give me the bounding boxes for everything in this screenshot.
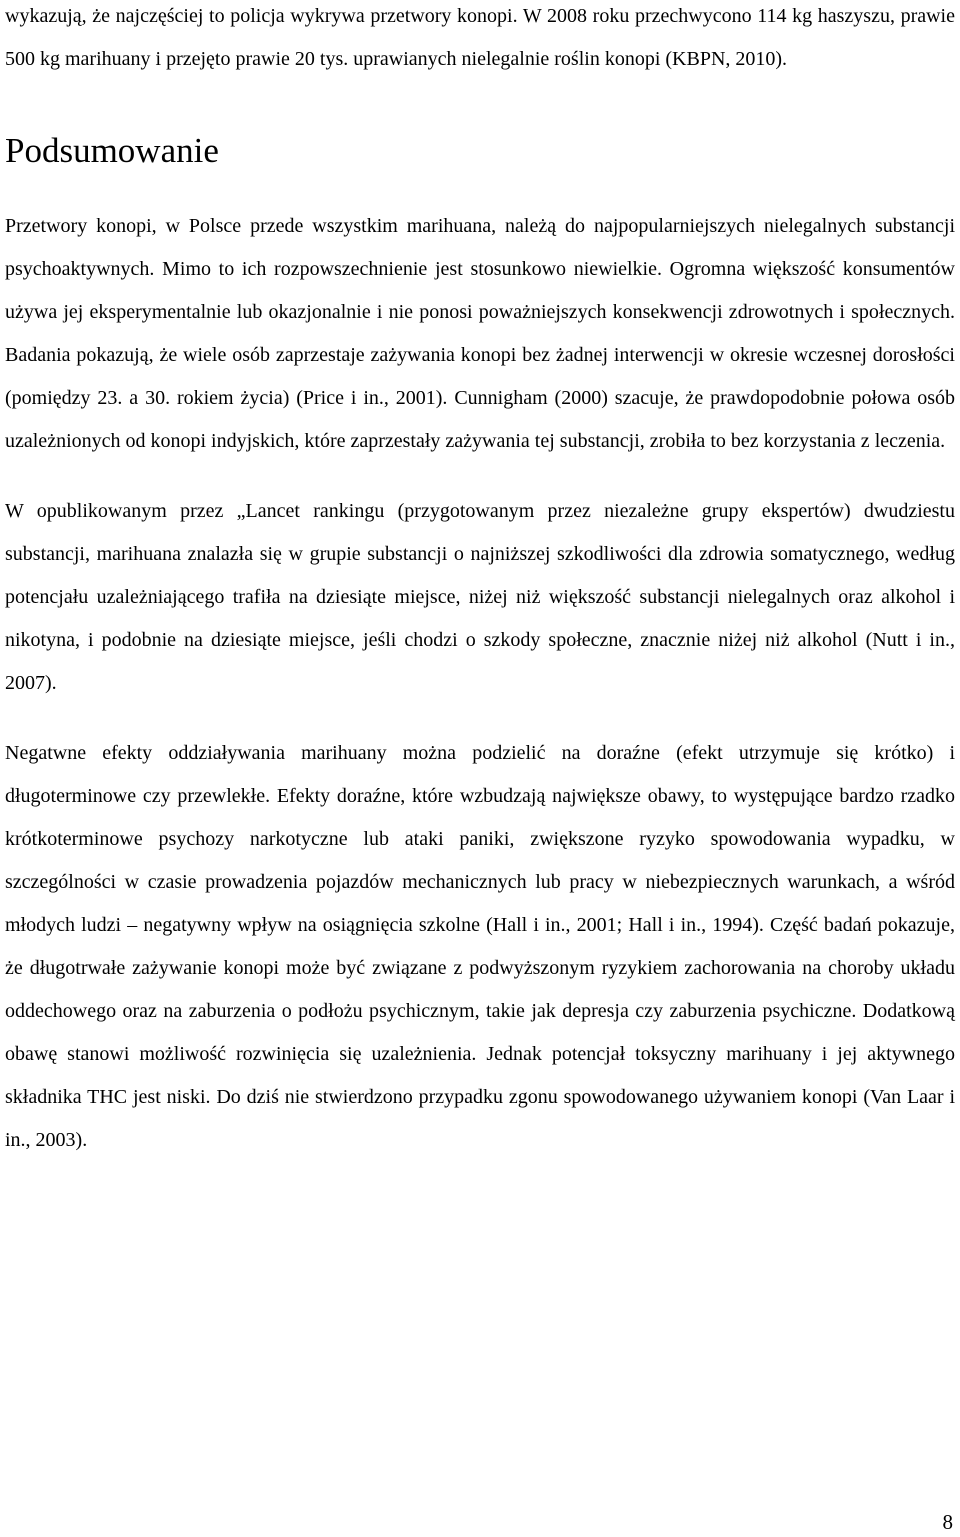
summary-paragraph-1: Przetwory konopi, w Polsce przede wszystkim marihuana, należą do najpopularniejszych nielegalnych substancji psychoaktywnych. Mimo to ich rozpowszechnienie jest stosunkowo niewielkie. Ogromna większość konsumentów używa jej eksperymentalnie lub okazjonalnie i nie ponosi poważniejszych konsekwencji zdrowotnych i społecznych. Badania pokazują, że wiele osób zaprzestaje zażywania konopi bez żadnej interwencji w okresie wczesnej dorosłości (pomiędzy 23. a 30. rokiem życia) (Price i in., 2001). Cunnigham (2000) szacuje, że prawdopodobnie połowa osób uzależnionych od konopi indyjskich, które zaprzestały zażywania tej substancji, zrobiła to bez korzystania z leczenia. <box>5 215 955 452</box>
document-page <box>5 0 955 1162</box>
page-number: 8 <box>942 1510 953 1534</box>
intro-paragraph: wykazują, że najczęściej to policja wykrywa przetwory konopi. W 2008 roku przechwycono 114 kg haszyszu, prawie 500 kg marihuany i przejęto prawie 20 tys. uprawianych nielegalnie roślin konopi (KBPN, 2010). <box>5 5 955 70</box>
summary-paragraph-2: W opublikowanym przez „Lancet rankingu (przygotowanym przez niezależne grupy ekspertów) dwudziestu substancji, marihuana znalazła się w grupie substancji o najniższej szkodliwości dla zdrowia somatycznego, według potencjału uzależniającego trafiła na dziesiąte miejsce, niżej niż większość substancji nielegalnych oraz alkohol i nikotyna, i podobnie na dziesiąte miejsce, jeśli chodzi o szkody społeczne, znacznie niżej niż alkohol (Nutt i in., 2007). <box>5 500 955 694</box>
summary-paragraph-3: Negatwne efekty oddziaływania marihuany można podzielić na doraźne (efekt utrzymuje się krótko) i długoterminowe czy przewlekłe. Efekty doraźne, które wzbudzają największe obawy, to występujące bardzo rzadko krótkoterminowe psychozy narkotyczne lub ataki paniki, zwiększone ryzyko spowodowania wypadku, w szczególności w czasie prowadzenia pojazdów mechanicznych lub pracy w niebezpiecznych warunkach, a wśród młodych ludzi – negatywny wpływ na osiągnięcia szkolne (Hall i in., 2001; Hall i in., 1994). Część badań pokazuje, że długotrwałe zażywanie konopi może być związane z podwyższonym ryzykiem zachorowania na choroby układu oddechowego oraz na zaburzenia o podłożu psychicznym, takie jak depresja czy zaburzenia psychiczne. Dodatkową obawę stanowi możliwość rozwinięcia się uzależnienia. Jednak potencjał toksyczny marihuany i jej aktywnego składnika THC jest niski. Do dziś nie stwierdzono przypadku zgonu spowodowanego używaniem konopi (Van Laar i in., 2003). <box>5 742 955 1151</box>
section-heading: Podsumowanie <box>5 131 219 170</box>
